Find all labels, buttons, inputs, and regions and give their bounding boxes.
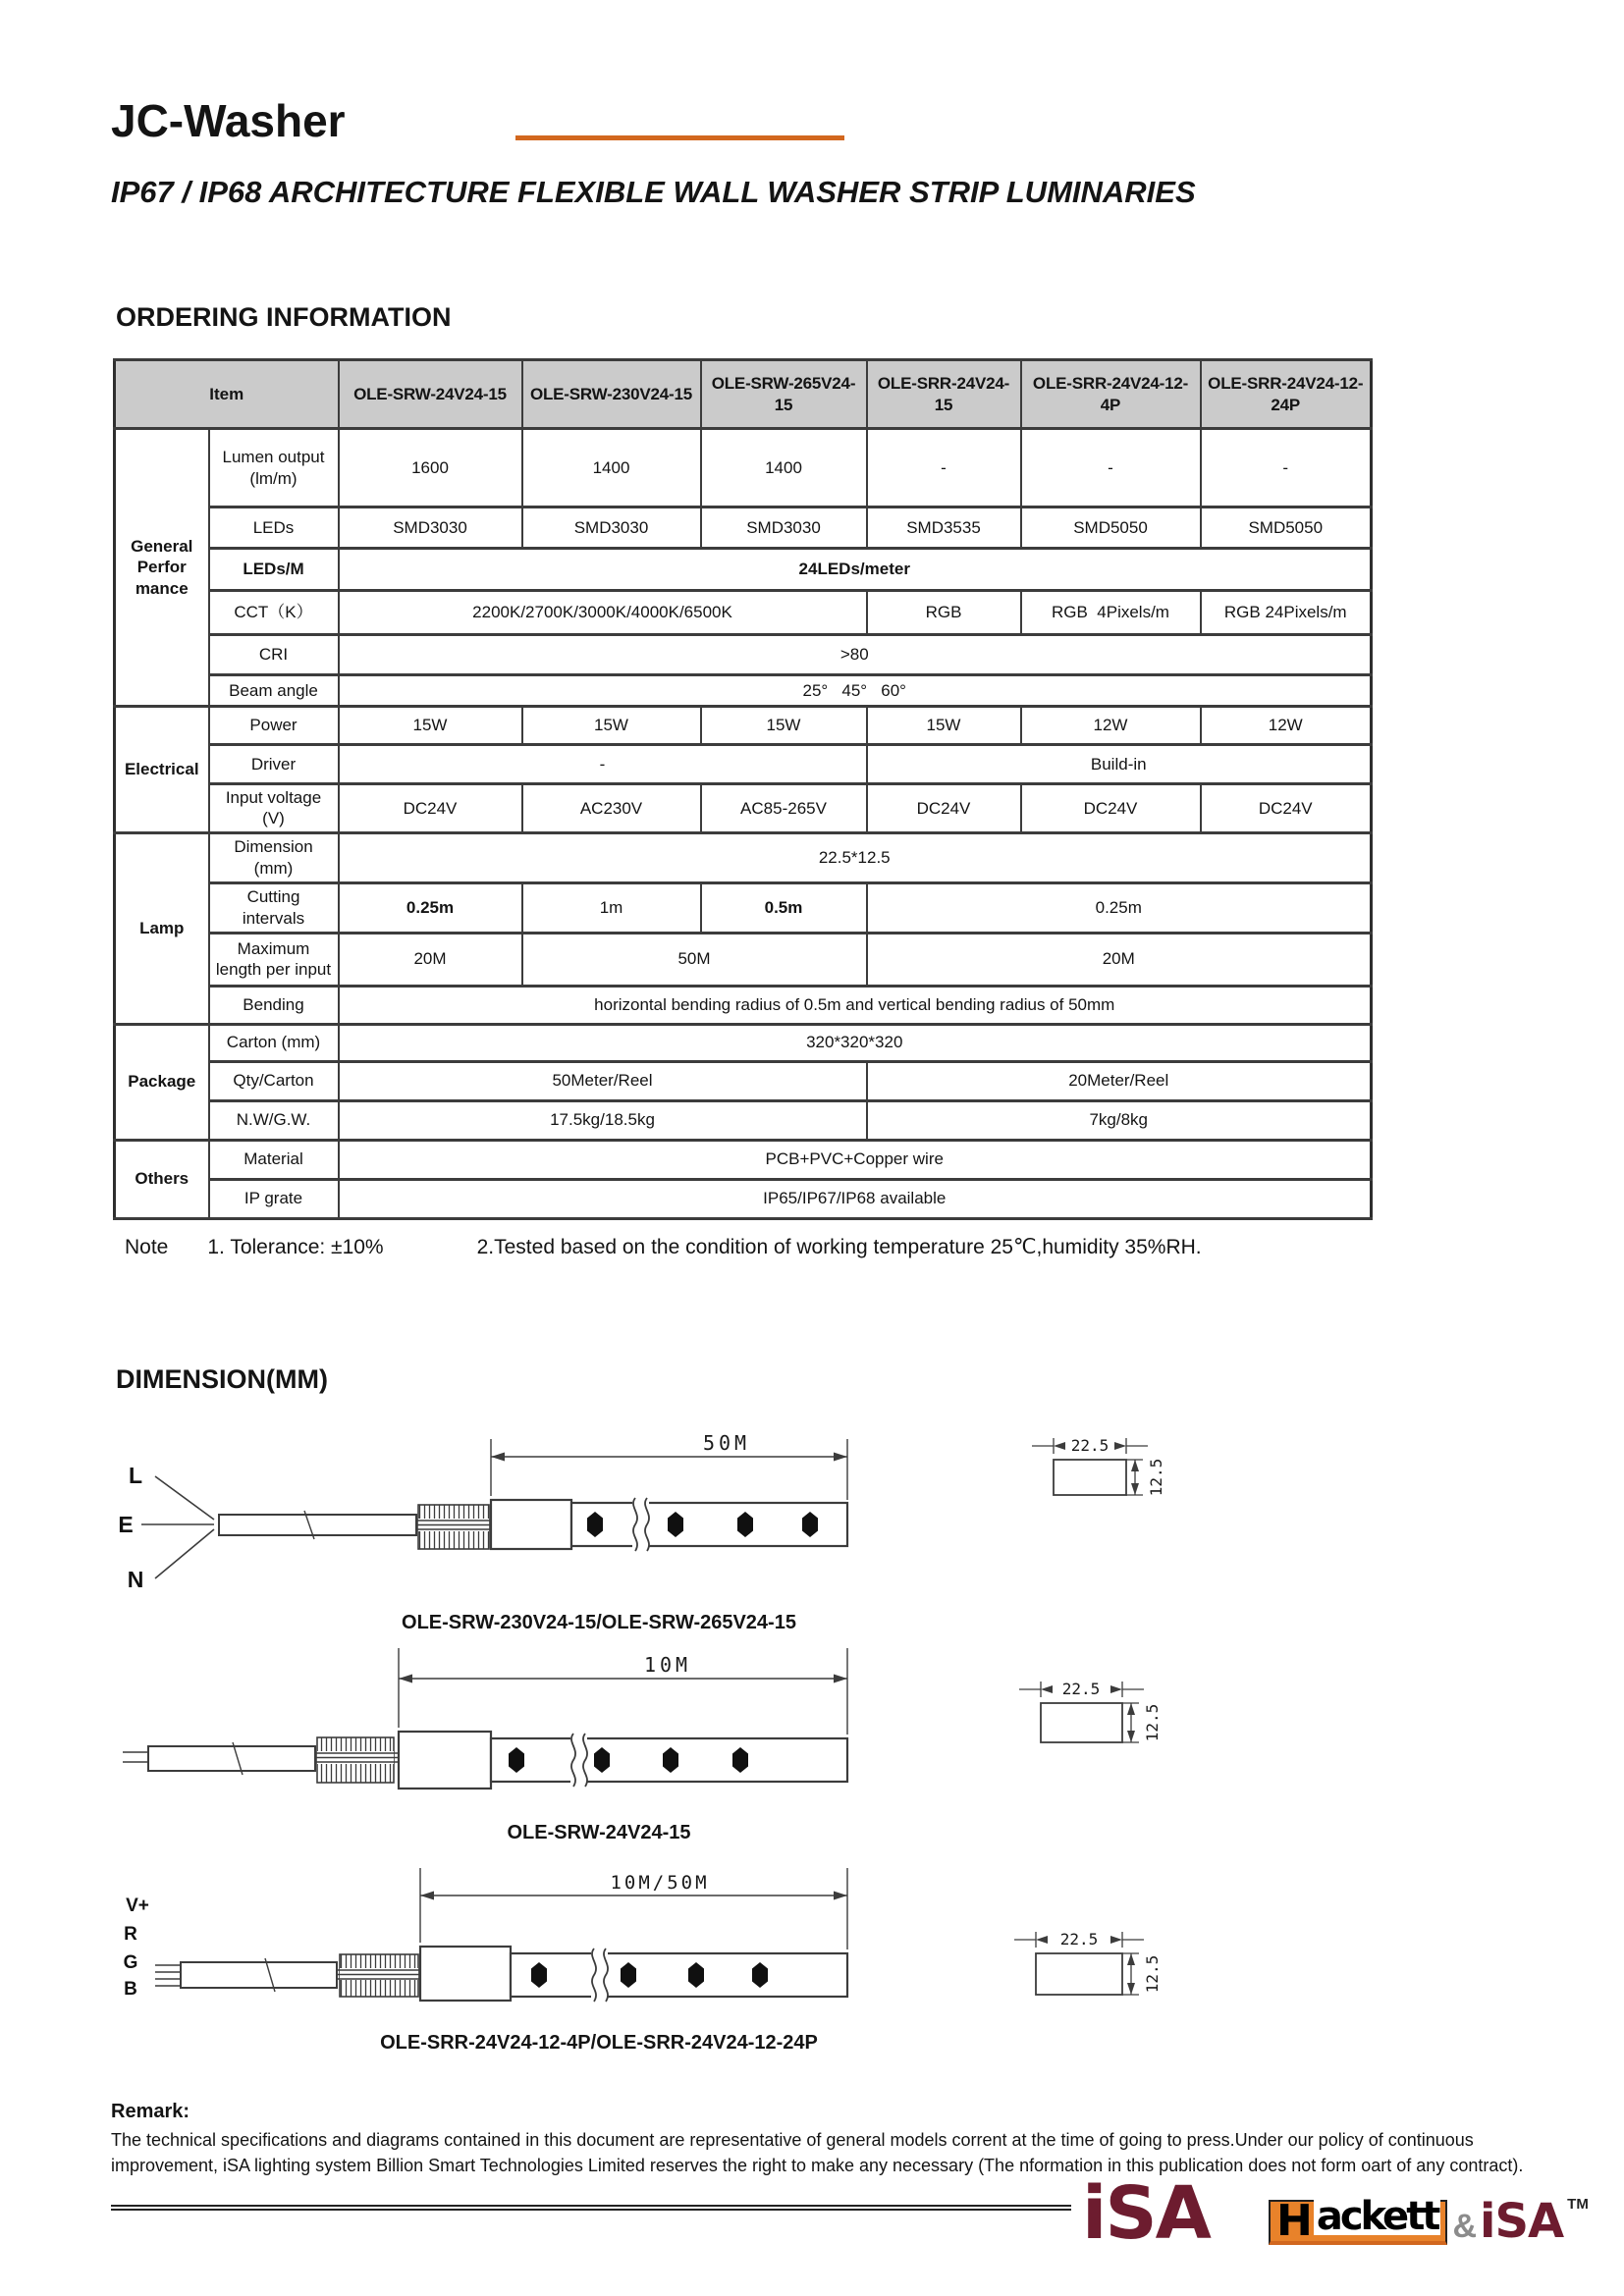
hackett-isa-logo	[1269, 2194, 1589, 2249]
hackett-logo-text: ackett	[1314, 2198, 1441, 2235]
spec-cell: 15W	[339, 707, 522, 745]
spec-cell: DC24V	[339, 784, 522, 833]
remark-title: Remark:	[111, 2101, 190, 2122]
spec-row	[115, 986, 1372, 1024]
spec-row	[115, 933, 1372, 986]
length-label: 10M	[643, 1653, 692, 1677]
row-label: Driver	[209, 745, 339, 784]
column-header: OLE-SRR-24V24-15	[867, 360, 1021, 429]
spec-cell: 0.25m	[339, 882, 522, 933]
trademark-symbol: TM	[1567, 2196, 1589, 2213]
spec-cell: -	[1021, 429, 1201, 507]
row-label: LEDs/M	[209, 549, 339, 591]
spec-cell: 15W	[867, 707, 1021, 745]
spec-cell: 12W	[1021, 707, 1201, 745]
spec-cell: 24LEDs/meter	[339, 549, 1372, 591]
spec-cell: Build-in	[867, 745, 1372, 784]
cs-width-label: 22.5	[1070, 1436, 1110, 1455]
wire-label: N	[127, 1567, 144, 1592]
spec-cell: 25° 45° 60°	[339, 675, 1372, 707]
spec-row	[115, 507, 1372, 549]
row-label: N.W/G.W.	[209, 1100, 339, 1140]
column-header: OLE-SRW-230V24-15	[522, 360, 701, 429]
spec-cell: 50M	[522, 933, 867, 986]
spec-cell: 2200K/2700K/3000K/4000K/6500K	[339, 591, 867, 635]
row-label: Carton (mm)	[209, 1024, 339, 1061]
cs-height-label: 12.5	[1143, 1954, 1162, 1994]
remark-body: The technical specifications and diagrams contained in this document are representative of general models corrent at the time of going to press.Under our policy of continuous improvement, iSA lighting system Billion Smart Technologies Limited reserves the right to make any necessary (The nformation in this publication does not form oart of any contract).	[111, 2130, 1524, 2175]
accent-rule	[515, 135, 844, 140]
group-label-lamp: Lamp	[115, 832, 209, 1024]
spec-row	[115, 1024, 1372, 1061]
wire-leads	[118, 1463, 214, 1592]
wire-label: G	[123, 1952, 138, 1973]
ordering-heading: ORDERING INFORMATION	[116, 302, 452, 332]
column-header: OLE-SRW-24V24-15	[339, 360, 522, 429]
spec-cell: IP65/IP67/IP68 available	[339, 1179, 1372, 1218]
diagram-caption: OLE-SRW-230V24-15/OLE-SRW-265V24-15	[402, 1612, 796, 1633]
wire-leads	[124, 1896, 182, 2000]
cs-width-label: 22.5	[1061, 1680, 1101, 1698]
diagram-caption: OLE-SRR-24V24-12-4P/OLE-SRR-24V24-12-24P	[380, 2032, 818, 2054]
column-header: OLE-SRR-24V24-12-24P	[1201, 360, 1372, 429]
spec-cell: 320*320*320	[339, 1024, 1372, 1061]
spec-cell: 0.5m	[701, 882, 867, 933]
page-subtitle: IP67 / IP68 ARCHITECTURE FLEXIBLE WALL WASHER STRIP LUMINARIES	[111, 175, 1196, 209]
spec-cell: 20Meter/Reel	[867, 1061, 1372, 1100]
row-label: CCT（K）	[209, 591, 339, 635]
wire-label: L	[128, 1463, 143, 1488]
spec-cell: RGB 24Pixels/m	[1201, 591, 1372, 635]
spec-cell: 7kg/8kg	[867, 1100, 1372, 1140]
spec-cell: -	[867, 429, 1021, 507]
spec-cell: SMD5050	[1021, 507, 1201, 549]
group-label-general: General Perfor mance	[115, 429, 209, 707]
spec-cell: DC24V	[867, 784, 1021, 833]
table-header-row	[115, 360, 1372, 429]
length-dimension	[399, 1648, 847, 1735]
row-label: Cutting intervals	[209, 882, 339, 933]
spec-cell: 17.5kg/18.5kg	[339, 1100, 867, 1140]
row-label: Qty/Carton	[209, 1061, 339, 1100]
spec-row	[115, 591, 1372, 635]
row-label: Material	[209, 1140, 339, 1179]
row-label: Dimension (mm)	[209, 832, 339, 882]
length-dimension	[491, 1431, 847, 1500]
spec-cell: 1600	[339, 429, 522, 507]
row-label: Power	[209, 707, 339, 745]
row-label: Lumen output (lm/m)	[209, 429, 339, 507]
diagram-strip-rgb	[98, 1860, 1257, 2042]
cs-width-label: 22.5	[1059, 1930, 1099, 1949]
spec-row	[115, 832, 1372, 882]
spec-cell: horizontal bending radius of 0.5m and vertical bending radius of 50mm	[339, 986, 1372, 1024]
strip-drawing	[181, 1947, 847, 2002]
spec-cell: -	[1201, 429, 1372, 507]
spec-row	[115, 707, 1372, 745]
spec-cell: SMD3030	[522, 507, 701, 549]
note-item-2: 2.Tested based on the condition of working temperature 25℃,humidity 35%RH.	[476, 1236, 1202, 1258]
spec-cell: SMD3030	[339, 507, 522, 549]
spec-cell: 1m	[522, 882, 701, 933]
group-label-electrical: Electrical	[115, 707, 209, 833]
wire-leads	[123, 1752, 149, 1762]
spec-row	[115, 745, 1372, 784]
spec-cell: AC85-265V	[701, 784, 867, 833]
hackett-logo-h: H	[1276, 2196, 1313, 2247]
spec-row	[115, 1061, 1372, 1100]
spec-cell: DC24V	[1021, 784, 1201, 833]
spec-cell: 22.5*12.5	[339, 832, 1372, 882]
strip-drawing	[219, 1498, 847, 1551]
length-label: 50M	[702, 1431, 751, 1455]
length-label: 10M/50M	[610, 1872, 710, 1894]
strip-drawing	[148, 1732, 847, 1789]
spec-cell: SMD5050	[1201, 507, 1372, 549]
spec-cell: PCB+PVC+Copper wire	[339, 1140, 1372, 1179]
row-label: Beam angle	[209, 675, 339, 707]
cross-section	[1019, 1680, 1162, 1742]
spec-cell: 1400	[701, 429, 867, 507]
note-label: Note	[125, 1236, 169, 1258]
row-label: IP grate	[209, 1179, 339, 1218]
spec-cell: >80	[339, 635, 1372, 675]
ordering-table	[113, 358, 1373, 1220]
row-label: Maximum length per input	[209, 933, 339, 986]
spec-cell: DC24V	[1201, 784, 1372, 833]
spec-row	[115, 675, 1372, 707]
spec-cell: 1400	[522, 429, 701, 507]
row-label: CRI	[209, 635, 339, 675]
row-label: Bending	[209, 986, 339, 1024]
diagram-caption: OLE-SRW-24V24-15	[507, 1822, 691, 1843]
note-line	[125, 1235, 1202, 1259]
diagram-strip-dc	[98, 1634, 1257, 1811]
spec-row	[115, 1140, 1372, 1179]
wire-label: R	[124, 1924, 137, 1945]
isa-logo: iSA	[1082, 2171, 1210, 2256]
dimension-heading: DIMENSION(MM)	[116, 1364, 328, 1394]
row-label: LEDs	[209, 507, 339, 549]
footer-rule	[111, 2205, 1071, 2211]
spec-cell: 20M	[339, 933, 522, 986]
cross-section	[1014, 1930, 1162, 1995]
row-label: Input voltage (V)	[209, 784, 339, 833]
spec-row	[115, 784, 1372, 833]
cs-height-label: 12.5	[1143, 1703, 1162, 1742]
spec-cell: 0.25m	[867, 882, 1372, 933]
note-item-1: 1. Tolerance: ±10%	[207, 1236, 384, 1258]
wire-label: B	[124, 1979, 137, 2000]
spec-cell: AC230V	[522, 784, 701, 833]
spec-cell: 20M	[867, 933, 1372, 986]
spec-cell: SMD3030	[701, 507, 867, 549]
column-header-item: Item	[115, 360, 339, 429]
spec-row	[115, 549, 1372, 591]
isa-logo-small: iSA	[1480, 2194, 1564, 2249]
group-label-others: Others	[115, 1140, 209, 1218]
spec-row	[115, 882, 1372, 933]
spec-cell: RGB	[867, 591, 1021, 635]
spec-row	[115, 635, 1372, 675]
spec-row	[115, 1179, 1372, 1218]
spec-cell: -	[339, 745, 867, 784]
spec-cell: SMD3535	[867, 507, 1021, 549]
hackett-logo-box	[1269, 2194, 1447, 2247]
spec-cell: 50Meter/Reel	[339, 1061, 867, 1100]
spec-cell: 12W	[1201, 707, 1372, 745]
length-dimension	[420, 1868, 847, 1949]
cross-section	[1032, 1436, 1165, 1496]
wire-label: E	[118, 1512, 134, 1537]
column-header: OLE-SRR-24V24-12-4P	[1021, 360, 1201, 429]
spec-row	[115, 429, 1372, 507]
spec-row	[115, 1100, 1372, 1140]
cs-height-label: 12.5	[1147, 1458, 1165, 1497]
wire-label: V+	[126, 1896, 149, 1916]
column-header: OLE-SRW-265V24-15	[701, 360, 867, 429]
spec-cell: 15W	[701, 707, 867, 745]
ampersand: &	[1452, 2208, 1477, 2245]
spec-cell: RGB 4Pixels/m	[1021, 591, 1201, 635]
diagram-strip-mains	[98, 1414, 1257, 1600]
spec-cell: 15W	[522, 707, 701, 745]
group-label-package: Package	[115, 1024, 209, 1140]
page-title: JC-Washer	[111, 95, 346, 146]
